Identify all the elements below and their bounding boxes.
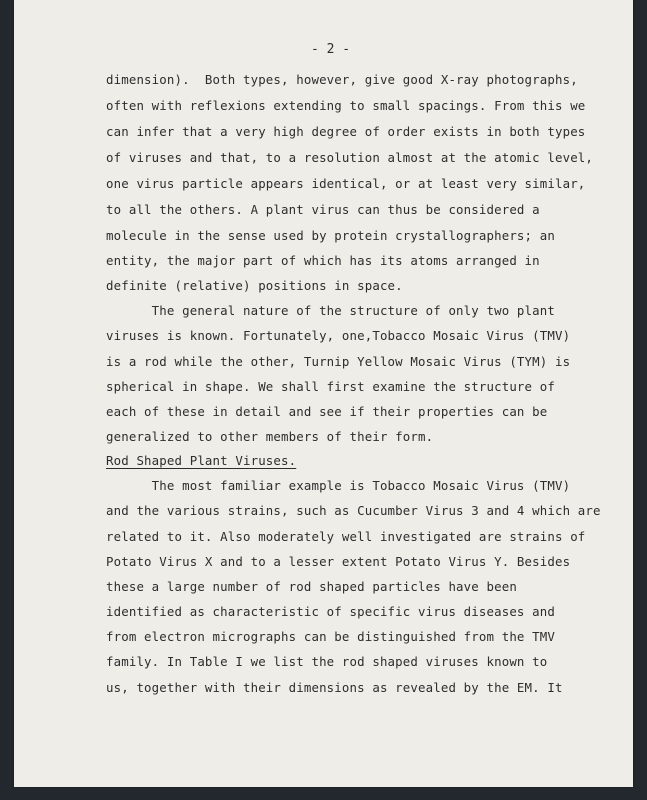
text-line: of viruses and that, to a resolution almost at the atomic level, [106,150,594,165]
text-line: Potato Virus X and to a lesser extent Potato Virus Y. Besides [106,554,571,569]
section-heading: Rod Shaped Plant Viruses. [106,453,297,468]
text-line: spherical in shape. We shall first examine the structure of [106,379,555,394]
text-line: identified as characteristic of specific virus diseases and [106,604,555,619]
text-line: entity, the major part of which has its atoms arranged in [106,253,540,268]
text-line: these a large number of rod shaped particles have been [106,579,517,594]
text-line: and the various strains, such as Cucumber Virus 3 and 4 which are [106,503,601,518]
text-line: one virus particle appears identical, or at least very similar, [106,176,586,191]
text-line: related to it. Also moderately well investigated are strains of [106,529,586,544]
text-line: us, together with their dimensions as revealed by the EM. It [106,680,563,695]
text-line: is a rod while the other, Turnip Yellow Mosaic Virus (TYM) is [106,354,571,369]
text-line: The general nature of the structure of only two plant [106,303,555,318]
text-line: definite (relative) positions in space. [106,278,403,293]
text-line: molecule in the sense used by protein crystallographers; an [106,228,555,243]
text-line: can infer that a very high degree of order exists in both types [106,124,586,139]
text-line: The most familiar example is Tobacco Mosaic Virus (TMV) [106,478,571,493]
text-line: from electron micrographs can be distinguished from the TMV [106,629,555,644]
text-line: often with reflexions extending to small spacings. From this we [106,98,586,113]
text-line: dimension). Both types, however, give good X-ray photographs, [106,72,578,87]
text-line: viruses is known. Fortunately, one,Tobacco Mosaic Virus (TMV) [106,328,571,343]
typed-manuscript-page [14,0,633,787]
text-line: generalized to other members of their form. [106,429,434,444]
text-line: to all the others. A plant virus can thus be considered a [106,202,540,217]
page-number: - 2 - [311,42,351,57]
text-line: each of these in detail and see if their properties can be [106,404,548,419]
text-line: family. In Table I we list the rod shaped viruses known to [106,654,548,669]
